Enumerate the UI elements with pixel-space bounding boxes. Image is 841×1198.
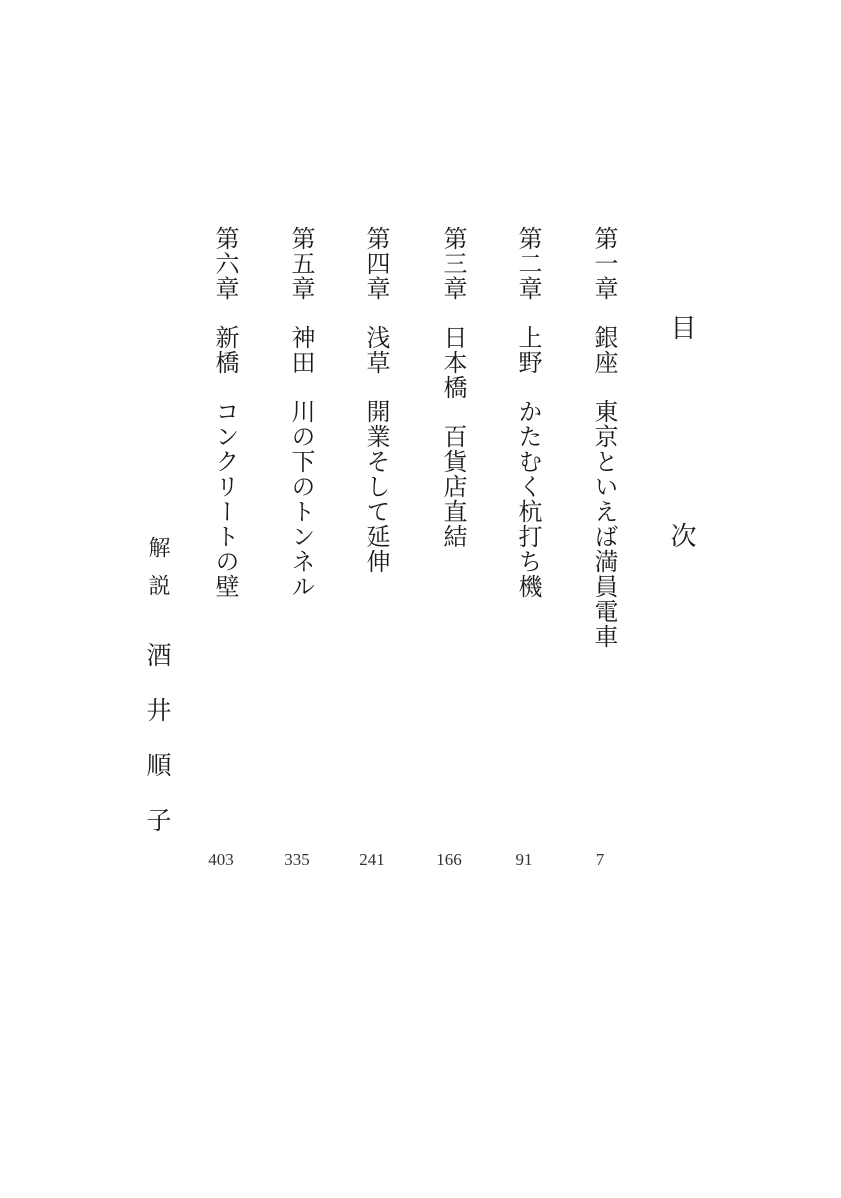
chapter-entry[interactable] — [283, 226, 313, 599]
chapter-page-number: 91 — [515, 850, 533, 869]
chapter-entry[interactable] — [586, 226, 616, 649]
chapter-number: 第六章 — [211, 226, 239, 301]
chapter-entry[interactable] — [358, 226, 388, 574]
chapter-number: 第五章 — [287, 226, 315, 301]
chapter-place: 浅草 — [362, 325, 390, 375]
chapter-subtitle: 東京といえば満員電車 — [590, 399, 618, 649]
chapter-number: 第四章 — [362, 226, 390, 301]
commentary-author: 酒井順子 — [143, 642, 172, 862]
chapter-place: 神田 — [287, 325, 315, 375]
chapter-page-number: 166 — [436, 850, 462, 869]
chapter-entry[interactable] — [435, 226, 465, 549]
chapter-page-number: 241 — [359, 850, 385, 869]
chapter-place: 日本橋 — [439, 325, 467, 400]
chapter-page-number: 335 — [284, 850, 310, 869]
chapter-entry[interactable] — [207, 226, 237, 599]
toc-title: 目 次 — [666, 314, 696, 626]
chapter-subtitle: 開業そして延伸 — [362, 399, 390, 574]
chapter-subtitle: かたむく杭打ち機 — [514, 399, 542, 599]
chapter-place: 銀座 — [590, 325, 618, 375]
chapter-number: 第三章 — [439, 226, 467, 301]
chapter-subtitle: コンクリートの壁 — [211, 399, 239, 599]
chapter-page-number: 403 — [208, 850, 234, 869]
chapter-place: 新橋 — [211, 325, 239, 375]
chapter-entry[interactable] — [510, 226, 540, 599]
chapter-subtitle: 川の下のトンネル — [287, 399, 315, 599]
chapter-subtitle: 百貨店直結 — [439, 424, 467, 549]
commentary-label: 解説 — [145, 536, 170, 612]
commentary-entry[interactable] — [140, 536, 170, 862]
chapter-number: 第二章 — [514, 226, 542, 301]
chapter-page-number: 7 — [595, 850, 605, 869]
chapter-number: 第一章 — [590, 226, 618, 301]
chapter-place: 上野 — [514, 325, 542, 375]
